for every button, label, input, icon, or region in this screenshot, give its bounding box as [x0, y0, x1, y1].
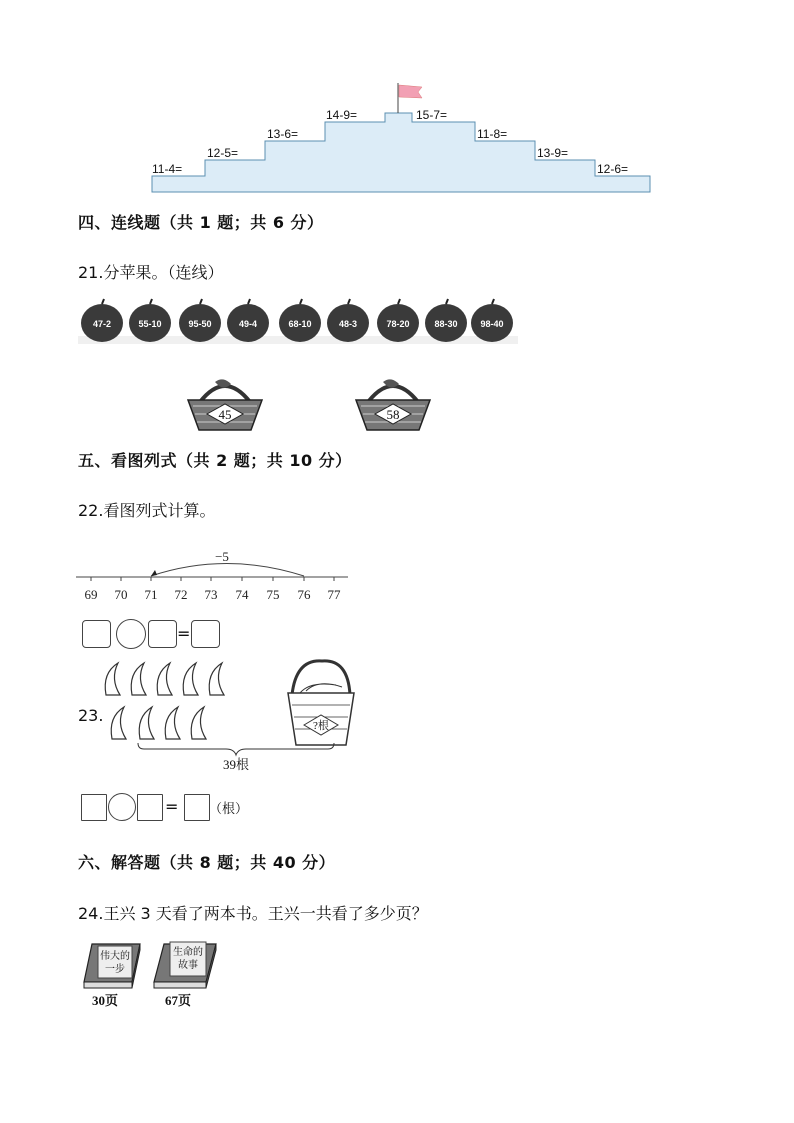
tick-label: 75 [266, 587, 280, 602]
tick-label: 72 [174, 587, 188, 602]
book-2 [150, 938, 222, 1012]
question-23: 23. [78, 706, 104, 725]
book-title: 一步 [105, 964, 125, 975]
arrowhead-icon [151, 570, 157, 576]
question-21: 21.分苹果。（连线） [78, 263, 224, 282]
tick-label: 77 [327, 587, 341, 602]
section-heading: 五、看图列式（共 2 题；共 10 分） [78, 451, 352, 470]
step-label: 14-9= [326, 108, 358, 122]
book-title: 生命的 [173, 947, 203, 958]
tick-label: 76 [297, 587, 311, 602]
apple-icon [129, 299, 171, 342]
book-pages: 30页 [91, 993, 119, 1008]
basket-58[interactable] [353, 372, 433, 434]
apple-icon [425, 299, 467, 342]
answer-box[interactable] [81, 794, 107, 821]
jump-arc [151, 564, 304, 577]
apple-icon [81, 299, 123, 342]
tick-label: 74 [235, 587, 249, 602]
basket-icon [288, 661, 354, 745]
step-label: 12-5= [207, 146, 239, 160]
question-24: 24.王兴 3 天看了两本书。王兴一共看了多少页？ [78, 904, 428, 923]
step-label: 12-6= [597, 162, 629, 176]
step-label: 15-7= [416, 108, 448, 122]
book-pages: 67页 [164, 993, 192, 1008]
answer-box[interactable] [191, 620, 220, 648]
apple-label: 98-40 [480, 319, 504, 329]
flag-icon [399, 85, 422, 98]
tick-label: 70 [114, 587, 128, 602]
apple-label: 88-30 [434, 319, 458, 329]
basket-label: ?根 [313, 720, 329, 732]
apple-icon [179, 299, 221, 342]
answer-box[interactable] [137, 794, 163, 821]
equals-sign: = [165, 797, 179, 816]
apple-label: 78-20 [386, 319, 410, 329]
apple-label: 95-50 [188, 319, 212, 329]
basket-number: 58 [386, 407, 400, 422]
tick-label: 71 [144, 587, 158, 602]
apple-icon [227, 299, 269, 342]
apple-label: 49-4 [238, 319, 258, 329]
brace-label: 39根 [222, 757, 250, 772]
staircase-shape [150, 80, 655, 195]
answer-box[interactable] [148, 620, 177, 648]
jump-label: −5 [215, 549, 229, 564]
unit-label: （根） [209, 802, 249, 817]
answer-box[interactable] [82, 620, 111, 648]
tick-label: 73 [204, 587, 218, 602]
step-label: 13-9= [537, 146, 569, 160]
step-label: 11-8= [477, 127, 508, 141]
operator-circle[interactable] [116, 619, 146, 649]
answer-box[interactable] [184, 794, 210, 821]
apple-icon [377, 299, 419, 342]
apple-icon [279, 299, 321, 342]
book-title: 故事 [178, 960, 198, 971]
book-title: 伟大的 [100, 951, 130, 962]
number-line [76, 545, 351, 605]
basket-number: 45 [218, 407, 232, 422]
section-heading: 四、连线题（共 1 题；共 6 分） [78, 213, 324, 232]
question-22: 22.看图列式计算。 [78, 501, 216, 520]
apple-icon [327, 299, 369, 342]
apple-row [78, 298, 518, 346]
book-1 [80, 938, 146, 1012]
basket-45[interactable] [185, 372, 265, 434]
step-label: 13-6= [267, 127, 299, 141]
operator-circle[interactable] [108, 793, 136, 821]
apple-label: 48-3 [338, 319, 358, 329]
banana-icons [105, 663, 224, 739]
apple-icon [471, 299, 513, 342]
equals-sign: = [177, 624, 191, 643]
section-heading: 六、解答题（共 8 题；共 40 分） [78, 853, 336, 872]
banana-figure [96, 655, 366, 773]
tick-label: 69 [84, 587, 98, 602]
apple-label: 47-2 [92, 319, 112, 329]
apple-label: 55-10 [138, 319, 162, 329]
staircase-figure [150, 80, 655, 195]
step-label: 11-4= [152, 162, 183, 176]
apple-label: 68-10 [288, 319, 312, 329]
